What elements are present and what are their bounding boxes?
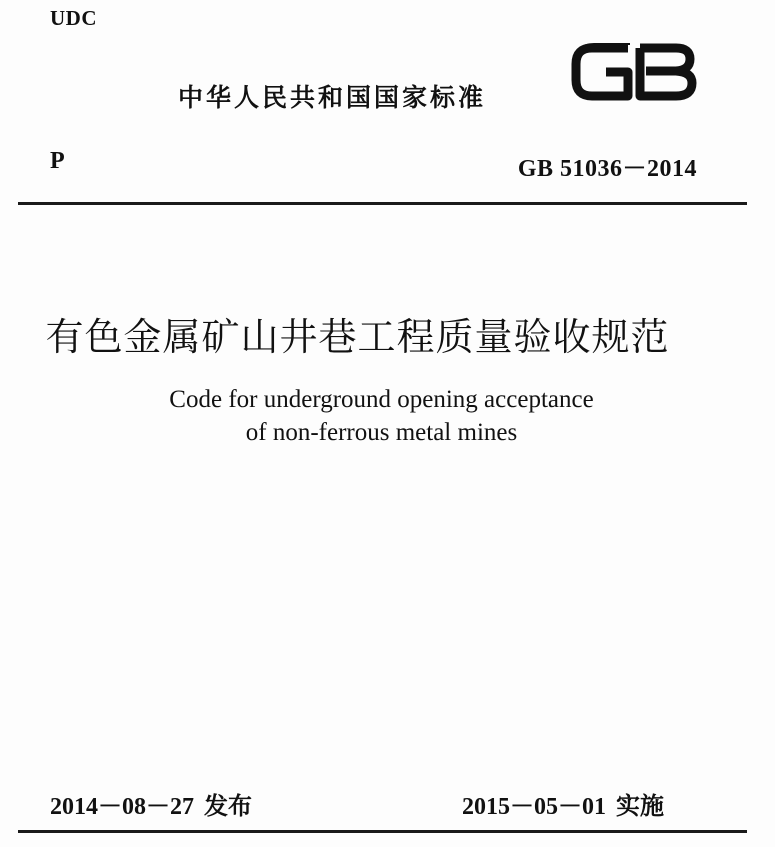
english-title-line-1: Code for underground opening acceptance — [169, 386, 594, 413]
english-title — [0, 383, 775, 449]
implementation-date-block — [462, 786, 664, 821]
issue-date: 2014－08－27 — [50, 794, 194, 820]
bottom-divider — [18, 830, 747, 833]
national-standard-heading: 中华人民共和国国家标准 — [178, 83, 487, 112]
issue-date-block — [50, 786, 252, 821]
issue-label: 发布 — [204, 792, 252, 820]
implementation-date: 2015－05－01 — [462, 794, 606, 820]
standard-number: GB 51036－2014 — [517, 156, 697, 182]
implementation-label: 实施 — [616, 792, 664, 820]
top-divider — [18, 202, 747, 205]
english-title-line-2: of non-ferrous metal mines — [245, 419, 518, 446]
chinese-title: 有色金属矿山井巷工程质量验收规范 — [45, 315, 670, 359]
udc-label: UDC — [50, 6, 97, 30]
category-code: P — [50, 148, 65, 174]
gb-logo — [568, 36, 698, 108]
